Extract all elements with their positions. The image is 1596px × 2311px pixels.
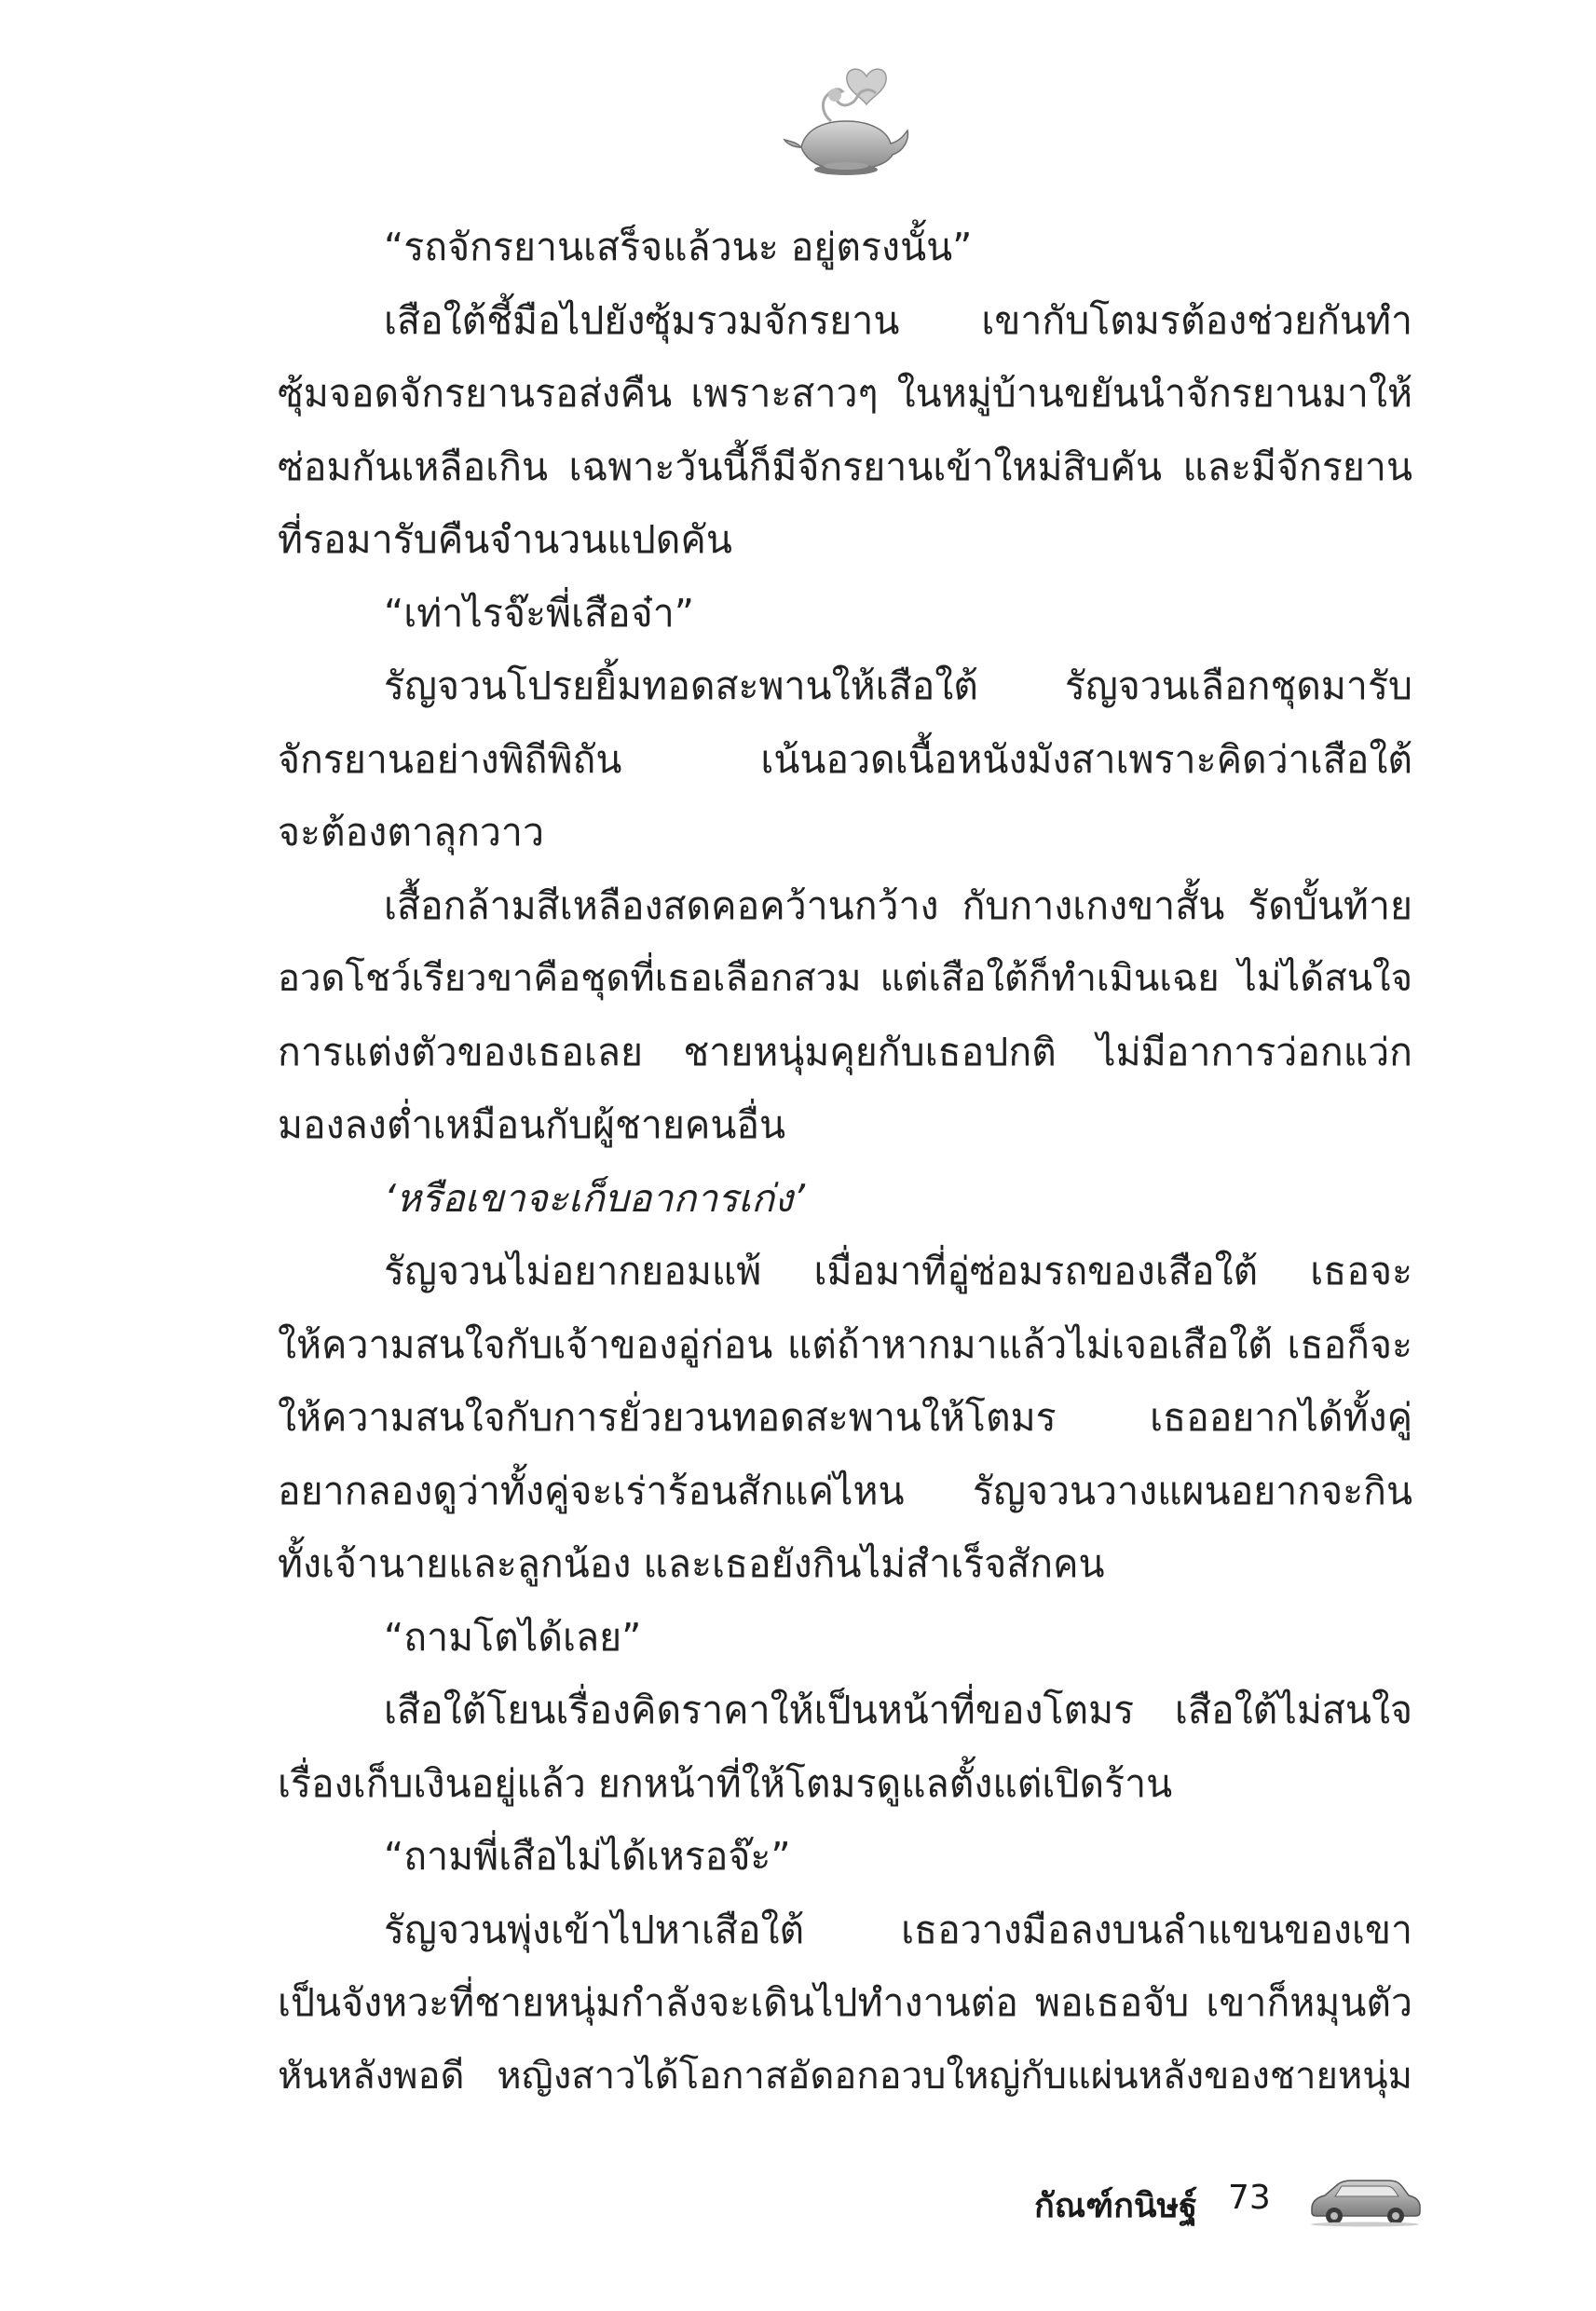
text-line: ให้ความสนใจกับการยั่วยวนทอดสะพานให้โตมร เธออยากได้ทั้งคู่	[278, 1395, 1412, 1440]
text-line: รัญจวนไม่อยากยอมแพ้ เมื่อมาที่อู่ซ่อมรถของเสือใต้ เธอจะ	[384, 1249, 1412, 1293]
body-text	[278, 211, 1412, 2113]
page-footer	[1025, 2171, 1435, 2236]
text-line: “รถจักรยานเสร็จแล้วนะ อยู่ตรงนั้น”	[384, 225, 973, 269]
text-line: หันหลังพอดี หญิงสาวได้โอกาสอัดอกอวบใหญ่กับแผ่นหลังของชายหนุ่ม	[278, 2054, 1412, 2098]
text-line: การแต่งตัวของเธอเลย ชายหนุ่มคุยกับเธอปกติ ไม่มีอาการว่อกแว่ก	[278, 1029, 1412, 1074]
text-line: เสือใต้โยนเรื่องคิดราคาให้เป็นหน้าที่ของโตมร เสือใต้ไม่สนใจ	[384, 1688, 1412, 1732]
text-line: อยากลองดูว่าทั้งคู่จะเร่าร้อนสักแค่ไหน รัญจวนวางแผนอยากจะกิน	[278, 1468, 1412, 1513]
text-line: ที่รอมารับคืนจำนวนแปดคัน	[278, 517, 732, 562]
text-line: รัญจวนโปรยยิ้มทอดสะพานให้เสือใต้ รัญจวนเลือกชุดมารับ	[384, 663, 1412, 708]
book-title: กัณฑ์กนิษฐ์	[1034, 2187, 1198, 2225]
text-line: “ถามพี่เสือไม่ได้เหรอจ๊ะ”	[384, 1834, 791, 1879]
text-line: ซ่อมกันเหลือเกิน เฉพาะวันนี้ก็มีจักรยานเข้าใหม่สิบคัน และมีจักรยาน	[278, 444, 1412, 489]
text-line: ซุ้มจอดจักรยานรอส่งคืน เพราะสาวๆ ในหมู่บ้านขยันนำจักรยานมาให้	[278, 371, 1412, 416]
text-line: “ถามโตได้เลย”	[384, 1614, 642, 1660]
text-line: จักรยานอย่างพิถีพิถัน เน้นอวดเนื้อหนังมังสาเพราะคิดว่าเสือใต้	[278, 736, 1412, 782]
text-line: จะต้องตาลุกวาว	[278, 810, 544, 855]
car-icon	[1304, 2171, 1425, 2227]
text-line: ทั้งเจ้านายและลูกน้อง และเธอยังกินไม่สำเร็จสักคน	[278, 1541, 1105, 1586]
text-line: “เท่าไรจ๊ะพี่เสือจ๋า”	[384, 590, 694, 636]
text-line: รัญจวนพุ่งเข้าไปหาเสือใต้ เธอวางมือลงบนลำแขนของเขา	[384, 1907, 1412, 1952]
text-line: มองลงต่ำเหมือนกับผู้ชายคนอื่น	[278, 1102, 786, 1147]
text-line: เสือใต้ชี้มือไปยังซุ้มรวมจักรยาน เขากับโตมรต้องช่วยกันทำ	[384, 297, 1412, 343]
text-line: เสื้อกล้ามสีเหลืองสดคอคว้านกว้าง กับกางเกงขาสั้น รัดบั้นท้าย	[384, 882, 1412, 928]
genie-lamp-icon	[773, 56, 913, 186]
text-line: ให้ความสนใจกับเจ้าของอู่ก่อน แต่ถ้าหากมาแล้วไม่เจอเสือใต้ เธอก็จะ	[278, 1321, 1412, 1367]
text-line: เรื่องเก็บเงินอยู่แล้ว ยกหน้าที่ให้โตมรดูแลตั้งแต่เปิดร้าน	[278, 1760, 1173, 1806]
text-line: อวดโชว์เรียวขาคือชุดที่เธอเลือกสวม แต่เสือใต้ก็ทำเมินเฉย ไม่ได้สนใจ	[278, 957, 1412, 1000]
page-number: 73	[1228, 2179, 1271, 2217]
text-line: ‘หรือเขาจะเก็บอาการเก่ง’	[384, 1175, 806, 1221]
text-line: เป็นจังหวะที่ชายหนุ่มกำลังจะเดินไปทำงานต่อ พอเธอจับ เขาก็หมุนตัว	[278, 1980, 1412, 2025]
